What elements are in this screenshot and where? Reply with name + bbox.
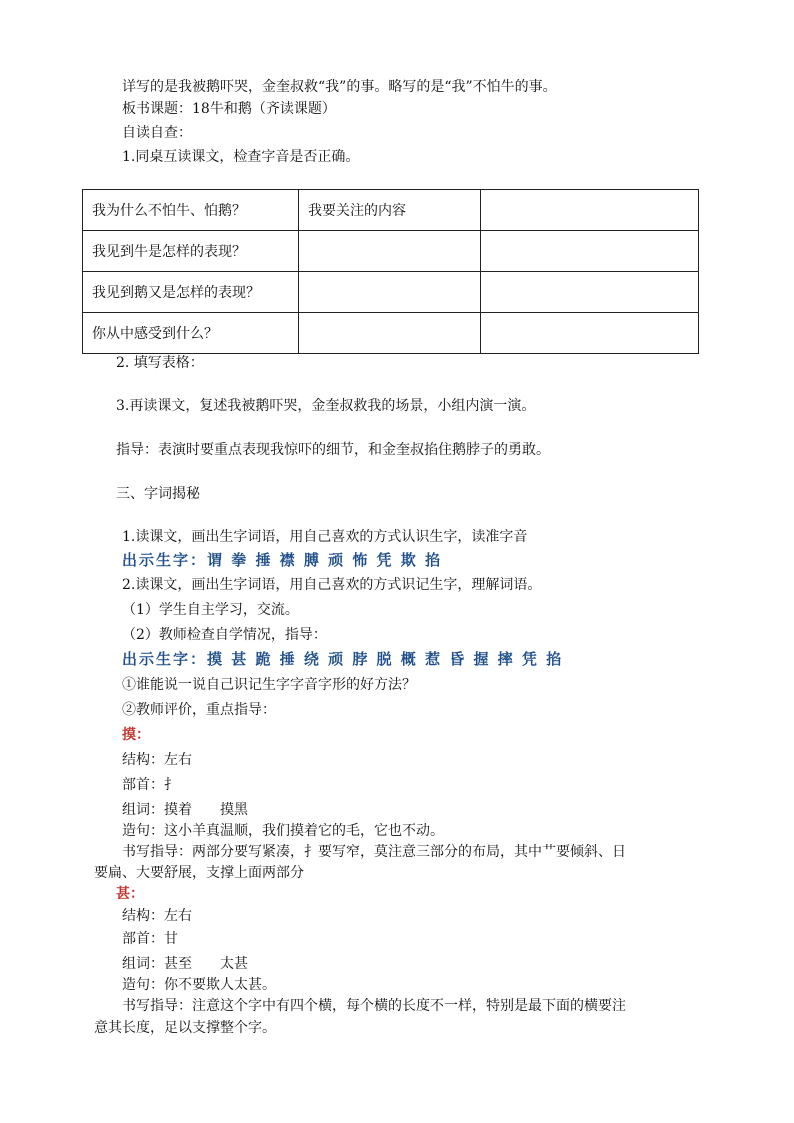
question-2: ②教师评价，重点指导： [122,702,276,718]
char-shen-writing-2: 意其长度，足以支撑整个字。 [94,1020,276,1036]
table-cell [299,313,481,354]
step-2: 2. 填写表格： [116,355,204,371]
table-cell [299,272,481,313]
char-shen-heading: 甚： [116,886,144,902]
table-cell [481,272,699,313]
char-mo-words: 组词：摸着 摸黑 [122,802,248,818]
char-shen-structure: 结构：左右 [122,908,192,924]
table-cell [299,231,481,272]
intro-line-3: 自读自查： [122,125,192,141]
char-mo-sentence: 造句：这小羊真温顺，我们摸着它的毛，它也不动。 [122,823,444,839]
new-characters-2: 出示生字：摸 甚 跪 捶 绕 顽 脖 脱 概 惹 昏 握 摔 凭 掐 [122,650,564,668]
intro-line-1: 详写的是我被鹅吓哭，金奎叔救“我”的事。略写的是“我”不怕牛的事。 [122,79,557,95]
char-mo-writing-1: 书写指导：两部分要写紧凑，扌要写窄，莫注意三部分的布局，其中艹要倾斜、日 [122,844,626,860]
section-title: 三、字词揭秘 [116,486,200,502]
performance-guide: 指导：表演时要重点表现我惊吓的细节，和金奎叔掐住鹅脖子的勇敢。 [116,442,550,458]
table-cell: 我要关注的内容 [299,190,481,231]
table-row [83,272,699,313]
reading-table [82,189,699,354]
table-cell [481,190,699,231]
char-shen-writing-1: 书写指导：注意这个字中有四个横，每个横的长度不一样，特别是最下面的横要注 [122,998,626,1014]
intro-line-2: 板书课题：18牛和鹅（齐读课题） [122,101,336,117]
table-cell [481,231,699,272]
step-3: 3.再读课文，复述我被鹅吓哭，金奎叔救我的场景，小组内演一演。 [116,398,536,414]
section-para-2a: （1）学生自主学习，交流。 [122,602,299,618]
section-para-1: 1.读课文，画出生字词语，用自己喜欢的方式认识生字，读准字音 [122,529,528,545]
char-mo-structure: 结构：左右 [122,752,192,768]
table-cell: 我为什么不怕牛、怕鹅？ [83,190,299,231]
table-cell: 我见到牛是怎样的表现？ [83,231,299,272]
char-mo-writing-2: 要扁、大要舒展，支撑上面两部分 [94,865,304,881]
table-row [83,190,699,231]
intro-line-4: 1.同桌互读课文，检查字音是否正确。 [122,149,360,165]
table-cell: 你从中感受到什么？ [83,313,299,354]
char-shen-radical: 部首：甘 [122,931,178,947]
char-shen-sentence: 造句：你不要欺人太甚。 [122,977,276,993]
question-1: ①谁能说一说自己识记生字字音字形的好方法？ [122,677,416,693]
section-para-2: 2.读课文，画出生字词语，用自己喜欢的方式识记生字，理解词语。 [122,577,542,593]
section-para-2b: （2）教师检查自学情况，指导： [122,627,327,643]
table-row [83,313,699,354]
new-characters-1: 出示生字：谓 拳 捶 襟 膊 顽 怖 凭 欺 掐 [122,551,443,569]
char-mo-heading: 摸： [122,727,150,743]
char-mo-radical: 部首：扌 [122,777,178,793]
char-shen-words: 组词：甚至 太甚 [122,956,248,972]
table-cell: 我见到鹅又是怎样的表现？ [83,272,299,313]
table-cell [481,313,699,354]
table-row [83,231,699,272]
